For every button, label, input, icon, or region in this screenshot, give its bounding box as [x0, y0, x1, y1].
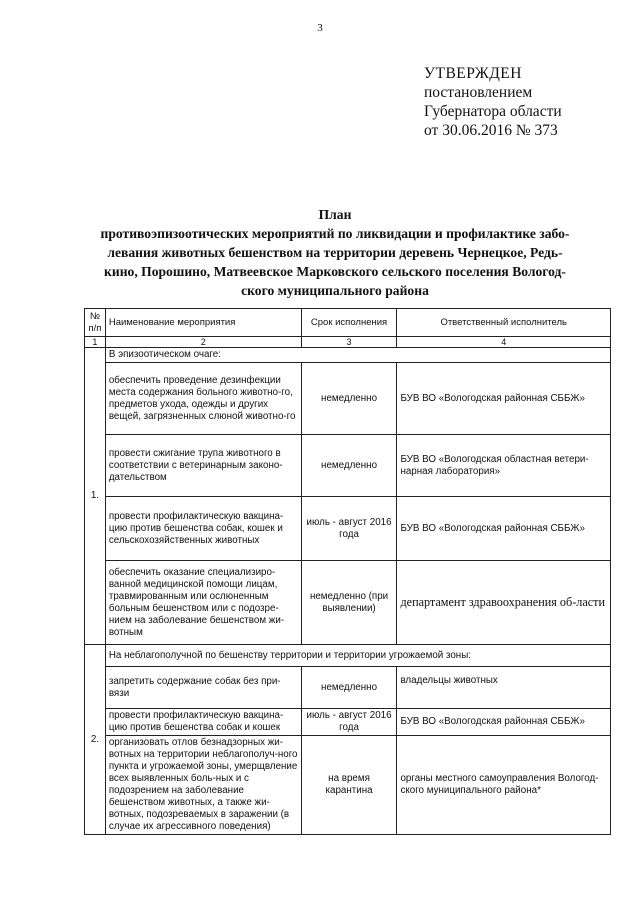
page-number: 3: [317, 22, 323, 34]
action-cell: организовать отлов безнадзорных жи-вотных на территории неблагополуч-ного пункта и угрожаемой зоны, умерщвление всех выявленных боль-ных и с подозрением на заболевание бешенством животных, а также жи-вотных, подозреваемых в заражении (в случае их агрессивного поведения): [105, 736, 301, 835]
section-number: 2.: [85, 645, 106, 835]
header-term: Срок исполнения: [301, 309, 397, 337]
responsible-cell: БУВ ВО «Вологодская районная СББЖ»: [397, 363, 611, 435]
responsible-cell: БУВ ВО «Вологодская областная ветери-нарная лаборатория»: [397, 435, 611, 497]
term-cell: немедленно (при выявлении): [301, 561, 397, 645]
column-number-row: [85, 337, 611, 348]
responsible-cell: БУВ ВО «Вологодская районная СББЖ»: [397, 497, 611, 561]
table-row: [85, 363, 611, 435]
term-cell: июль - август 2016 года: [301, 497, 397, 561]
title-line: левания животных бешенством на территории деревень Чернецкое, Редь-: [107, 245, 563, 260]
responsible-cell: БУВ ВО «Вологодская районная СББЖ»: [397, 709, 611, 736]
table-row: [85, 435, 611, 497]
section-title: На неблагополучной по бешенству территории и территории угрожаемой зоны:: [105, 645, 610, 667]
term-cell: немедленно: [301, 363, 397, 435]
title-line: противоэпизоотических мероприятий по ликвидации и профилактике забо-: [100, 226, 570, 241]
term-cell: немедленно: [301, 435, 397, 497]
term-cell: немедленно: [301, 667, 397, 709]
title-line: ского муниципального района: [241, 283, 429, 298]
action-cell: провести профилактическую вакцина-цию против бешенства собак и кошек: [105, 709, 301, 736]
action-cell: провести сжигание трупа животного в соответствии с ветеринарным законо-дательством: [105, 435, 301, 497]
action-cell: обеспечить проведение дезинфекции места содержания больного животно-го, предметов ухода, одежды и других вещей, загрязненных слюной животно-го: [105, 363, 301, 435]
table-row: [85, 667, 611, 709]
header-no: № п/п: [85, 309, 106, 337]
plan-table: [84, 308, 611, 835]
responsible-cell: владельцы животных: [397, 667, 611, 709]
header-name: Наименование мероприятия: [105, 309, 301, 337]
responsible-cell: департамент здравоохранения об-ласти: [397, 561, 611, 645]
table-row: [85, 736, 611, 835]
column-number: 4: [397, 337, 611, 348]
approval-line: Губернатора области: [424, 103, 562, 120]
section-number: 1.: [85, 348, 106, 645]
document-title: [90, 205, 580, 300]
section-row: [85, 645, 611, 667]
responsible-cell: органы местного самоуправления Вологод-ского муниципального района*: [397, 736, 611, 835]
title-line: кино, Порошино, Матвеевское Марковского сельского поселения Вологод-: [104, 264, 566, 279]
section-row: [85, 348, 611, 363]
column-number: 1: [85, 337, 106, 348]
header-responsible: Ответственный исполнитель: [397, 309, 611, 337]
title-heading: План: [318, 207, 352, 222]
term-cell: июль - август 2016 года: [301, 709, 397, 736]
table-row: [85, 497, 611, 561]
table-header-row: [85, 309, 611, 337]
column-number: 2: [105, 337, 301, 348]
term-cell: на время карантина: [301, 736, 397, 835]
approval-stamp: [424, 64, 562, 140]
column-number: 3: [301, 337, 397, 348]
table-row: [85, 709, 611, 736]
approval-date: от 30.06.2016 № 373: [424, 122, 558, 139]
approval-line: постановлением: [424, 84, 533, 101]
approval-heading: УТВЕРЖДЕН: [424, 65, 522, 82]
action-cell: запретить содержание собак без при-вязи: [105, 667, 301, 709]
table-row: [85, 561, 611, 645]
section-title: В эпизоотическом очаге:: [105, 348, 610, 363]
action-cell: провести профилактическую вакцина-цию против бешенства собак, кошек и сельскохозяйственных животных: [105, 497, 301, 561]
action-cell: обеспечить оказание специализиро-ванной медицинской помощи лицам, травмированным или ослюненным больным бешенством или с подозре-нием на заболевание бешенством жи-вотным: [105, 561, 301, 645]
